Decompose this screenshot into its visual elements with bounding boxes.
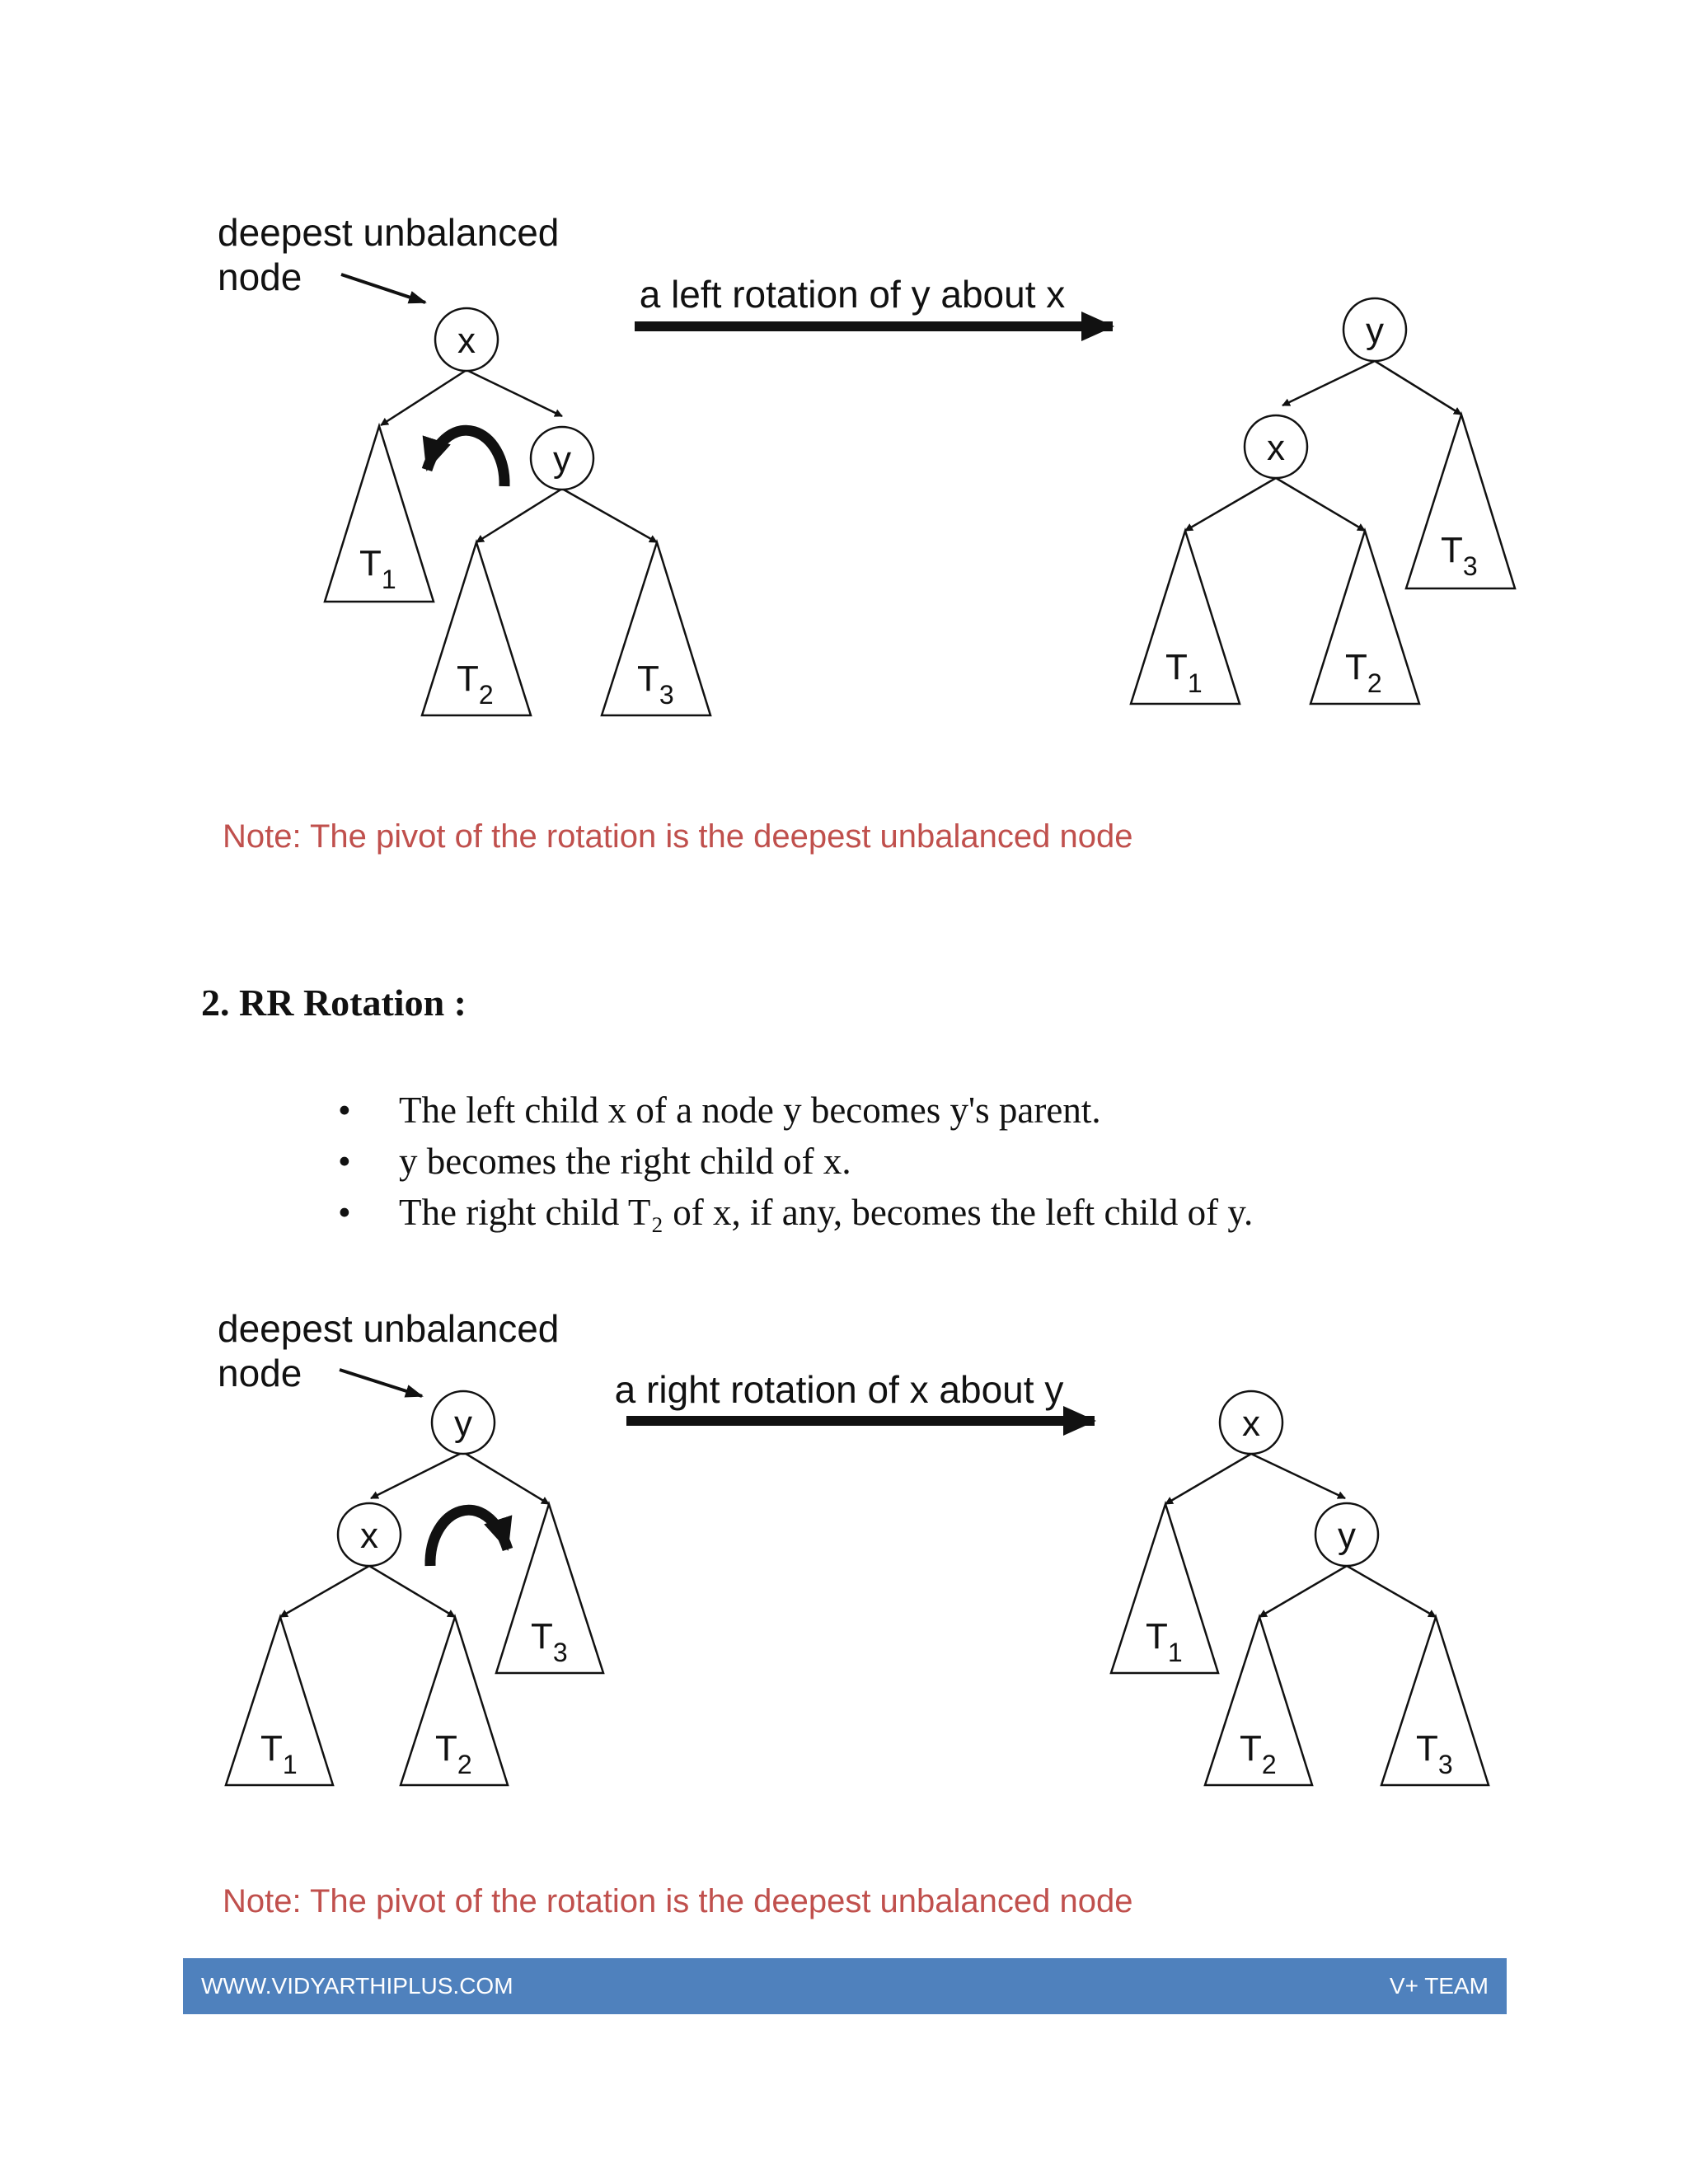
bullet-list — [338, 1085, 1253, 1238]
subtree-t3-label: $T_3$ — [531, 1616, 568, 1667]
before-tree — [325, 308, 710, 715]
caption-line-1: deepest unbalanced — [218, 1307, 560, 1350]
edge — [1251, 1454, 1345, 1498]
subtree-t1-label: $T_1$ — [359, 543, 396, 594]
edge — [1282, 361, 1375, 405]
caption-line-1: deepest unbalanced — [218, 211, 560, 254]
node-root-label: y — [454, 1404, 472, 1444]
subtree-t2-label: $T_2$ — [435, 1728, 472, 1779]
node-root-label: x — [1242, 1404, 1260, 1444]
edge — [1347, 1566, 1436, 1617]
right-rotation-diagram — [0, 1286, 1688, 1929]
bullet-item: • The right child T₂ of x, if any, becomes the left child of y. — [338, 1187, 1253, 1238]
edge — [467, 370, 562, 416]
subtree-t2-label: $T_2$ — [457, 658, 494, 710]
rotation-arrow-icon — [430, 1510, 508, 1566]
edge — [1185, 478, 1276, 531]
edge — [1375, 361, 1461, 415]
caption-pointer-arrow — [340, 1370, 422, 1396]
subtree-t1-label: $T_1$ — [1146, 1616, 1183, 1667]
node-child-label: y — [1338, 1516, 1356, 1556]
subtree-t1-label: $T_1$ — [1165, 647, 1203, 698]
edge — [476, 489, 562, 542]
rotation-arrow-icon — [427, 430, 504, 486]
edge — [371, 1452, 463, 1498]
subtree-t3-label: $T_3$ — [1416, 1728, 1453, 1779]
node-child-label: x — [1267, 428, 1285, 468]
section-heading: 2. RR Rotation : — [201, 982, 467, 1024]
edge — [381, 370, 467, 425]
edge — [1165, 1454, 1251, 1504]
footer-website: WWW.VIDYARTHIPLUS.COM — [201, 1973, 513, 1999]
subtree-t2-label: $T_2$ — [1345, 647, 1382, 698]
caption-line-2: node — [218, 1352, 302, 1394]
note-text: Note: The pivot of the rotation is the deepest unbalanced node — [223, 1883, 1133, 1919]
subtree-t3-label: $T_3$ — [637, 658, 674, 710]
edge — [1259, 1566, 1347, 1617]
node-root-label: y — [1366, 311, 1384, 351]
edge — [562, 489, 657, 542]
subtree-t3-label: $T_3$ — [1441, 530, 1478, 581]
rotation-label: a left rotation of y about x — [639, 273, 1066, 316]
before-tree — [226, 1391, 603, 1785]
footer-team: V+ TEAM — [1389, 1973, 1489, 1999]
node-child-label: x — [360, 1516, 378, 1556]
subtree-t1-label: $T_1$ — [260, 1728, 298, 1779]
after-tree — [1131, 298, 1515, 704]
after-tree — [1111, 1391, 1489, 1785]
caption-pointer-arrow — [341, 274, 425, 302]
edge — [463, 1452, 549, 1504]
left-rotation-diagram — [0, 0, 1688, 890]
edge — [1276, 478, 1365, 531]
page-footer — [183, 1958, 1507, 2014]
edge — [280, 1566, 369, 1617]
edge — [369, 1566, 455, 1617]
bullet-item: • The left child x of a node y becomes y's parent. — [338, 1085, 1253, 1136]
subtree-t2-label: $T_2$ — [1240, 1728, 1277, 1779]
note-text: Note: The pivot of the rotation is the deepest unbalanced node — [223, 818, 1133, 855]
rotation-label: a right rotation of x about y — [614, 1368, 1064, 1411]
bullet-item: • y becomes the right child of x. — [338, 1136, 1253, 1187]
node-root-label: x — [457, 321, 476, 361]
node-child-label: y — [553, 439, 571, 480]
caption-line-2: node — [218, 255, 302, 298]
